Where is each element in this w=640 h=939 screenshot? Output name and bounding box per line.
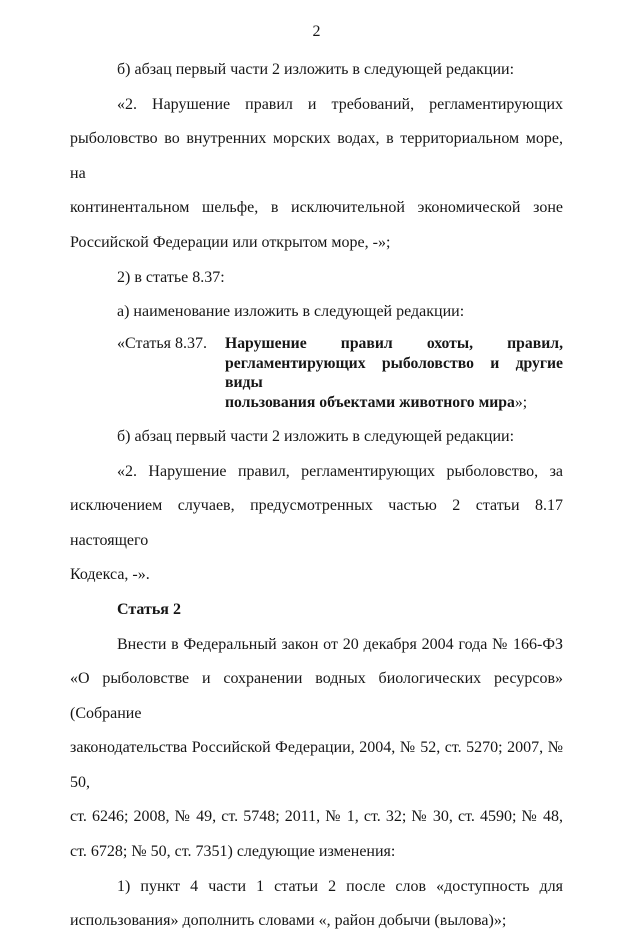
text-line: пользования объектами животного мира»; <box>225 394 528 412</box>
text-line: регламентирующих рыболовство и другие виды <box>225 354 563 392</box>
text-line: 2) в статье 8.37: <box>117 268 225 286</box>
paragraph <box>70 88 563 261</box>
text-line: «О рыболовстве и сохранении водных биологических ресурсов» (Собрание <box>70 670 563 722</box>
text-line: исключением случаев, предусмотренных частью 2 статьи 8.17 настоящего <box>70 497 563 549</box>
text-line: «2. Нарушение правил и требований, регламентирующих <box>117 95 563 113</box>
text-line: ст. 6728; № 50, ст. 7351) следующие изменения: <box>70 843 396 861</box>
text-line: Кодекса, -». <box>70 566 150 584</box>
text-line: рыболовство во внутренних морских водах, в территориальном море, на <box>70 130 563 182</box>
article-number-label: «Статья 8.37. <box>117 334 207 352</box>
text-line: Российской Федерации или открытом море, -»; <box>70 233 391 251</box>
paragraph <box>70 420 563 455</box>
article-title-text <box>225 334 563 413</box>
text-line: использования» дополнить словами «, район добычи (вылова)»; <box>70 912 507 930</box>
paragraph <box>70 870 563 939</box>
quote-close: »; <box>514 394 528 412</box>
text-line: б) абзац первый части 2 изложить в следующей редакции: <box>117 427 515 445</box>
text-line: а) наименование изложить в следующей редакции: <box>117 303 465 321</box>
text-line: законодательства Российской Федерации, 2004, № 52, ст. 5270; 2007, № 50, <box>70 739 563 791</box>
paragraph <box>70 628 563 870</box>
text-line: ст. 6246; 2008, № 49, ст. 5748; 2011, № 1, ст. 32; № 30, ст. 4590; № 48, <box>70 808 563 826</box>
text-line: 1) пункт 4 части 1 статьи 2 после слов «доступность для <box>117 877 563 895</box>
text-line: Статья 2 <box>117 600 181 618</box>
page-number: 2 <box>312 23 321 40</box>
section-heading <box>70 593 563 628</box>
text-line: континентальном шельфе, в исключительной экономической зоне <box>70 199 563 217</box>
text-line: «2. Нарушение правил, регламентирующих рыболовство, за <box>117 462 563 480</box>
paragraph <box>70 53 563 88</box>
paragraph <box>70 455 563 593</box>
article-title-block <box>70 334 563 413</box>
paragraph <box>70 295 563 330</box>
paragraph <box>70 261 563 296</box>
text-line: б) абзац первый части 2 изложить в следующей редакции: <box>117 61 515 78</box>
document-body <box>70 53 563 939</box>
text-line: Внести в Федеральный закон от 20 декабря 2004 года № 166-ФЗ <box>117 635 563 653</box>
text-line: Нарушение правил охоты, правил, <box>225 334 563 352</box>
